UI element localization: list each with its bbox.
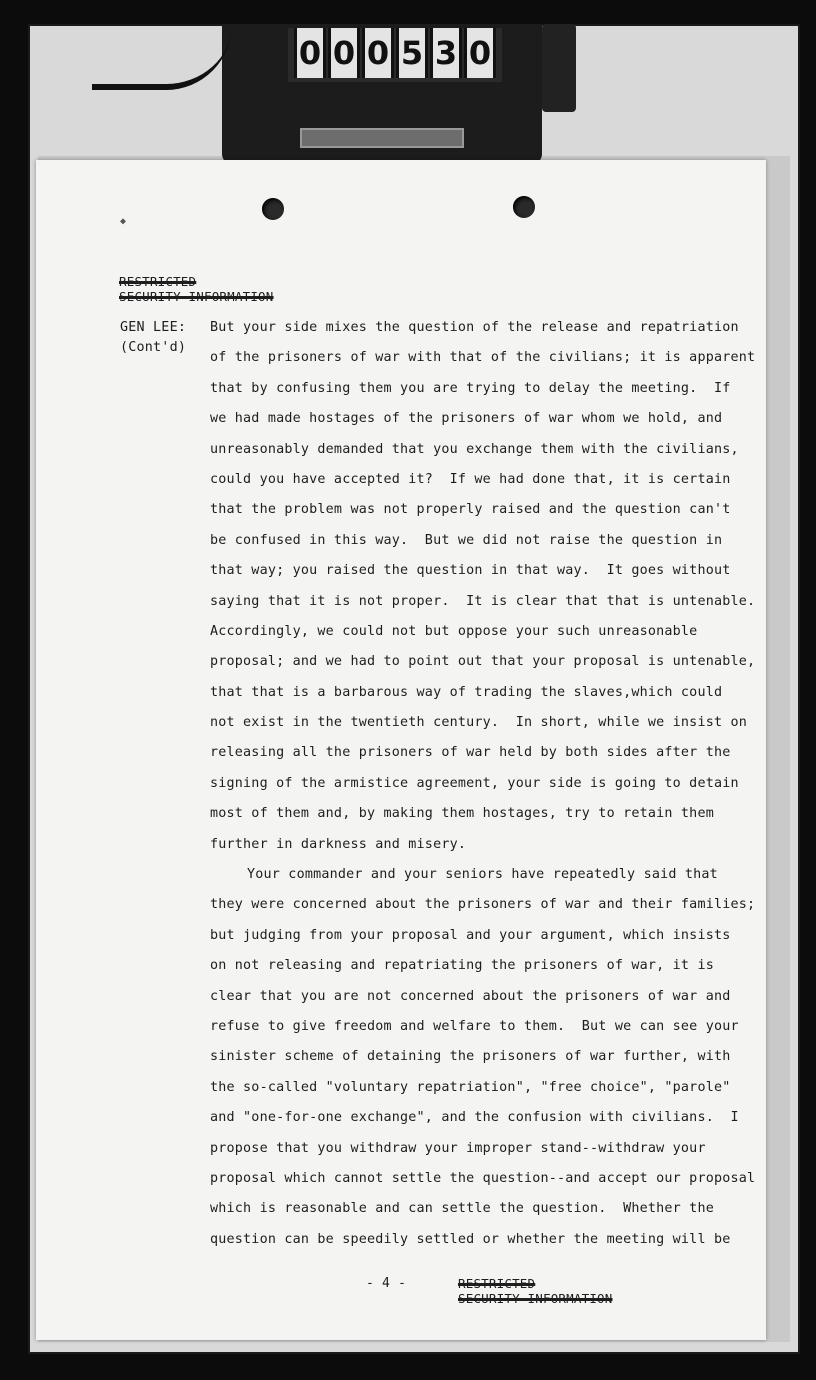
stray-mark: ◆	[120, 216, 127, 227]
text-line: signing of the armistice agreement, your side is going to detain	[210, 775, 739, 791]
text-line: proposal; and we had to point out that your proposal is untenable,	[210, 654, 756, 670]
text-line: sinister scheme of detaining the prisoners of war further, with	[210, 1049, 731, 1065]
counter-digit: 0	[362, 28, 394, 78]
text-line: not exist in the twentieth century. In short, while we insist on	[210, 715, 748, 731]
text-line: that that is a barbarous way of trading the slaves,which could	[210, 684, 723, 700]
speaker-continued: (Cont'd)	[120, 340, 187, 355]
text-line: that by confusing them you are trying to delay the meeting. If	[210, 380, 731, 396]
text-line: Your commander and your seniors have repeatedly said that	[247, 867, 718, 883]
punch-hole	[262, 198, 284, 220]
text-line: releasing all the prisoners of war held by both sides after the	[210, 745, 731, 761]
classification-restricted: RESTRICTED	[458, 1276, 536, 1291]
classification-security: SECURITY INFORMATION	[119, 289, 274, 304]
document-page	[36, 160, 766, 1340]
text-line: and "one-for-one exchange", and the confusion with civilians. I	[210, 1110, 739, 1126]
text-line: unreasonably demanded that you exchange them with the civilians,	[210, 441, 739, 457]
counter-digit: 3	[430, 28, 462, 78]
classification-restricted: RESTRICTED	[119, 274, 197, 289]
text-line: the so-called "voluntary repatriation", "free choice", "parole"	[210, 1079, 731, 1095]
text-line: saying that it is not proper. It is clear that that is untenable.	[210, 593, 756, 609]
text-line: on not releasing and repatriating the prisoners of war, it is	[210, 958, 714, 974]
page-counter-device	[222, 24, 542, 164]
counter-digit: 0	[328, 28, 360, 78]
text-line: But your side mixes the question of the release and repatriation	[210, 320, 739, 335]
text-line: propose that you withdraw your improper stand--withdraw your	[210, 1140, 706, 1156]
punch-hole	[513, 196, 535, 218]
speaker-name: GEN LEE:	[120, 320, 187, 335]
text-line: most of them and, by making them hostages, try to retain them	[210, 806, 714, 822]
text-line: proposal which cannot settle the question--and accept our proposal	[210, 1170, 756, 1186]
text-line: which is reasonable and can settle the question. Whether the	[210, 1201, 714, 1217]
counter-digit: 0	[464, 28, 496, 78]
text-line: refuse to give freedom and welfare to them. But we can see your	[210, 1018, 739, 1034]
text-line: they were concerned about the prisoners of war and their families;	[210, 897, 756, 913]
counter-digit: 0	[294, 28, 326, 78]
text-line: we had made hostages of the prisoners of war whom we hold, and	[210, 411, 723, 427]
classification-footer	[458, 1276, 613, 1306]
text-line: of the prisoners of war with that of the civilians; it is apparent	[210, 350, 756, 366]
text-line: that the problem was not properly raised and the question can't	[210, 502, 731, 518]
page-number: - 4 -	[366, 1276, 407, 1291]
text-line: be confused in this way. But we did not raise the question in	[210, 532, 723, 548]
text-line: further in darkness and misery.	[210, 836, 467, 852]
speaker-label	[120, 318, 186, 358]
text-line: question can be speedily settled or whether the meeting will be	[210, 1231, 731, 1247]
classification-security: SECURITY INFORMATION	[458, 1291, 613, 1306]
counter-digit: 5	[396, 28, 428, 78]
counter-slot	[300, 128, 464, 148]
text-line: that way; you raised the question in that way. It goes without	[210, 563, 731, 579]
text-line: but judging from your proposal and your argument, which insists	[210, 927, 731, 943]
counter-knob	[542, 24, 576, 112]
body-text	[210, 318, 756, 1260]
text-line: could you have accepted it? If we had done that, it is certain	[210, 471, 731, 487]
classification-header	[119, 274, 274, 304]
text-line: clear that you are not concerned about the prisoners of war and	[210, 988, 731, 1004]
text-line: Accordingly, we could not but oppose your such unreasonable	[210, 623, 698, 639]
counter-digits	[288, 28, 502, 82]
